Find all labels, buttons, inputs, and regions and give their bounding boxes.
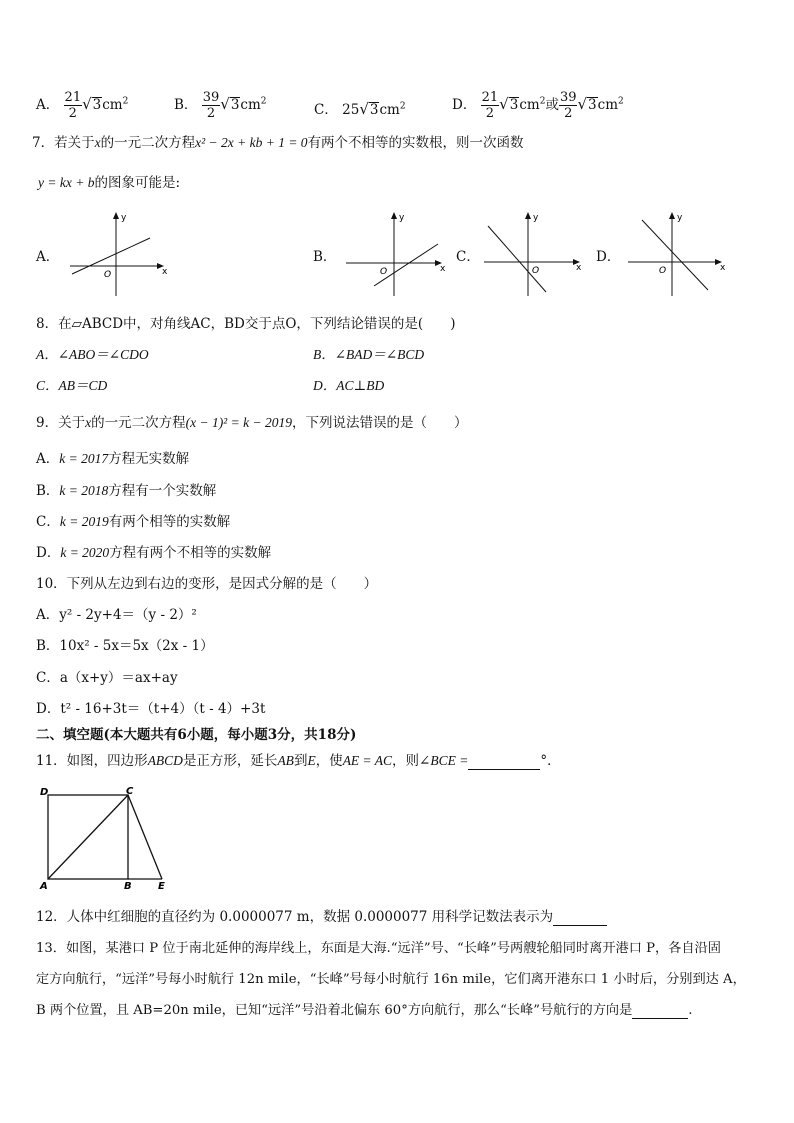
origin-label: O: [104, 270, 112, 280]
q10-stem: 10．下列从左边到右边的变形，是因式分解的是（ ）: [36, 576, 378, 592]
label-E: E: [158, 881, 165, 891]
q7-option-d-label: D．: [596, 249, 621, 265]
answer-blank[interactable]: [468, 753, 540, 770]
q7-stem-line2: y = kx + b的图象可能是:: [38, 175, 181, 191]
q6-option-b: B． $\frac{39}{2}$ $√3cm^2$: [174, 90, 267, 121]
y-axis-arrow: [113, 212, 119, 219]
function-line: [374, 244, 438, 286]
q10-option-b: B．10x² - 5x＝5x（2x - 1）: [36, 638, 214, 654]
diagonal-ac: [48, 795, 128, 879]
q13-line1: 13．如图，某港口 P 位于南北延伸的海岸线上，东面是大海.“远洋”号、“长峰”号两艘轮船同时离开港口 P，各自沿固: [36, 941, 721, 956]
q11-stem: 11．如图，四边形ABCD是正方形，延长AB到E，使AE = AC，则∠BCE = °．: [36, 753, 561, 769]
q7-option-b-label: B．: [313, 249, 337, 265]
q13-line3: B 两个位置，且 AB=20n mile，已知“远洋”号沿着北偏东 60°方向航行，那么“长峰”号航行的方向是 .: [36, 1003, 693, 1018]
origin-label: O: [659, 266, 667, 276]
fraction: $\frac{21}{2}$: [64, 90, 82, 121]
y-axis-arrow: [525, 212, 531, 219]
q13-line2: 定方向航行，“远洋”号每小时航行 12n mile，“长峰”号每小时航行 16n mile，它们离开港东口 1 小时后，分别到达 A，: [36, 972, 746, 987]
fraction: $\frac{39}{2}$: [559, 90, 577, 121]
function-line: [488, 226, 546, 292]
sqrt-sign: √: [499, 95, 509, 113]
q9-option-c: C．k = 2019有两个相等的实数解: [36, 514, 231, 530]
q9-option-a: A．k = 2017方程无实数解: [36, 451, 190, 467]
q8-option-a: A．∠ABO＝∠CDO: [36, 347, 149, 362]
q10-option-d: D．t² - 16+3t＝（t+4）（t - 4）+3t: [36, 701, 266, 717]
sqrt-sign: √: [577, 95, 588, 113]
axis-y-label: y: [533, 213, 539, 223]
axis-x-label: x: [162, 267, 168, 277]
q11-figure: [38, 785, 172, 891]
function-line: [642, 220, 708, 290]
q7-graph-c: [482, 210, 594, 302]
q10-option-c: C．a（x+y）＝ax+ay: [36, 670, 178, 686]
q12-stem: 12．人体中红细胞的直径约为 0.0000077 m，数据 0.0000077 用科学记数法表示为: [36, 905, 607, 926]
axis-y-label: y: [677, 213, 683, 223]
answer-blank[interactable]: [632, 1003, 688, 1019]
label-C: C: [126, 786, 134, 797]
answer-blank[interactable]: [553, 909, 607, 926]
q6-option-c: C． $25√3cm^2$: [314, 100, 406, 118]
q8-stem: 8．在▱ABCD中，对角线AC，BD交于点O，下列结论错误的是( ): [36, 316, 456, 332]
section-title: 二、填空题(本大题共有6小题，每小题3分，共18分): [36, 727, 357, 743]
q7-stem: 7．若关于x的一元二次方程x² − 2x + kb + 1 = 0有两个不相等的实数根，则一次函数: [32, 135, 524, 151]
q6-option-d: D． $\frac{21}{2}$ $√3cm^2$或 $\frac{39}{2}$ $√3cm^2$: [452, 90, 624, 121]
label-B: B: [124, 881, 132, 891]
q7-graph-d: [624, 210, 736, 302]
q8-option-b: B．∠BAD＝∠BCD: [313, 347, 425, 362]
axis-y-label: y: [399, 213, 405, 223]
fraction: $\frac{39}{2}$: [202, 90, 220, 121]
sqrt-sign: √: [220, 95, 230, 113]
sqrt-sign: √: [359, 100, 369, 118]
y-axis-arrow: [669, 212, 675, 219]
axis-x-label: x: [576, 263, 582, 273]
q9-option-b: B．k = 2018方程有一个实数解: [36, 483, 217, 499]
q9-stem: 9．关于x的一元二次方程(x − 1)² = k − 2019，下列说法错误的是（ ）: [36, 415, 468, 431]
q7-option-c-label: C．: [456, 249, 480, 265]
function-line: [72, 238, 150, 274]
q7-option-a-label: A．: [36, 249, 60, 265]
q10-option-a: A．y² - 2y+4＝（y - 2）²: [36, 607, 197, 623]
q6-option-a: A． $\frac{21}{2}$ $√3cm^2$: [36, 90, 129, 121]
y-axis-arrow: [391, 212, 397, 219]
axis-x-label: x: [440, 264, 446, 274]
origin-label: O: [532, 266, 540, 276]
sqrt-sign: √: [82, 95, 92, 113]
q8-option-c: C．AB＝CD: [36, 378, 108, 393]
axis-x-label: x: [720, 263, 726, 273]
label-A: A: [40, 881, 48, 891]
q9-option-d: D．k = 2020方程有两个不相等的实数解: [36, 545, 272, 561]
q8-option-d: D．AC⊥BD: [313, 378, 385, 393]
axis-y-label: y: [121, 213, 127, 223]
label-D: D: [40, 787, 49, 798]
segment-ce: [128, 795, 162, 879]
q7-graph-a: [64, 210, 176, 302]
origin-label: O: [380, 267, 388, 277]
q7-graph-b: [342, 208, 454, 300]
fraction: $\frac{21}{2}$: [481, 90, 499, 121]
